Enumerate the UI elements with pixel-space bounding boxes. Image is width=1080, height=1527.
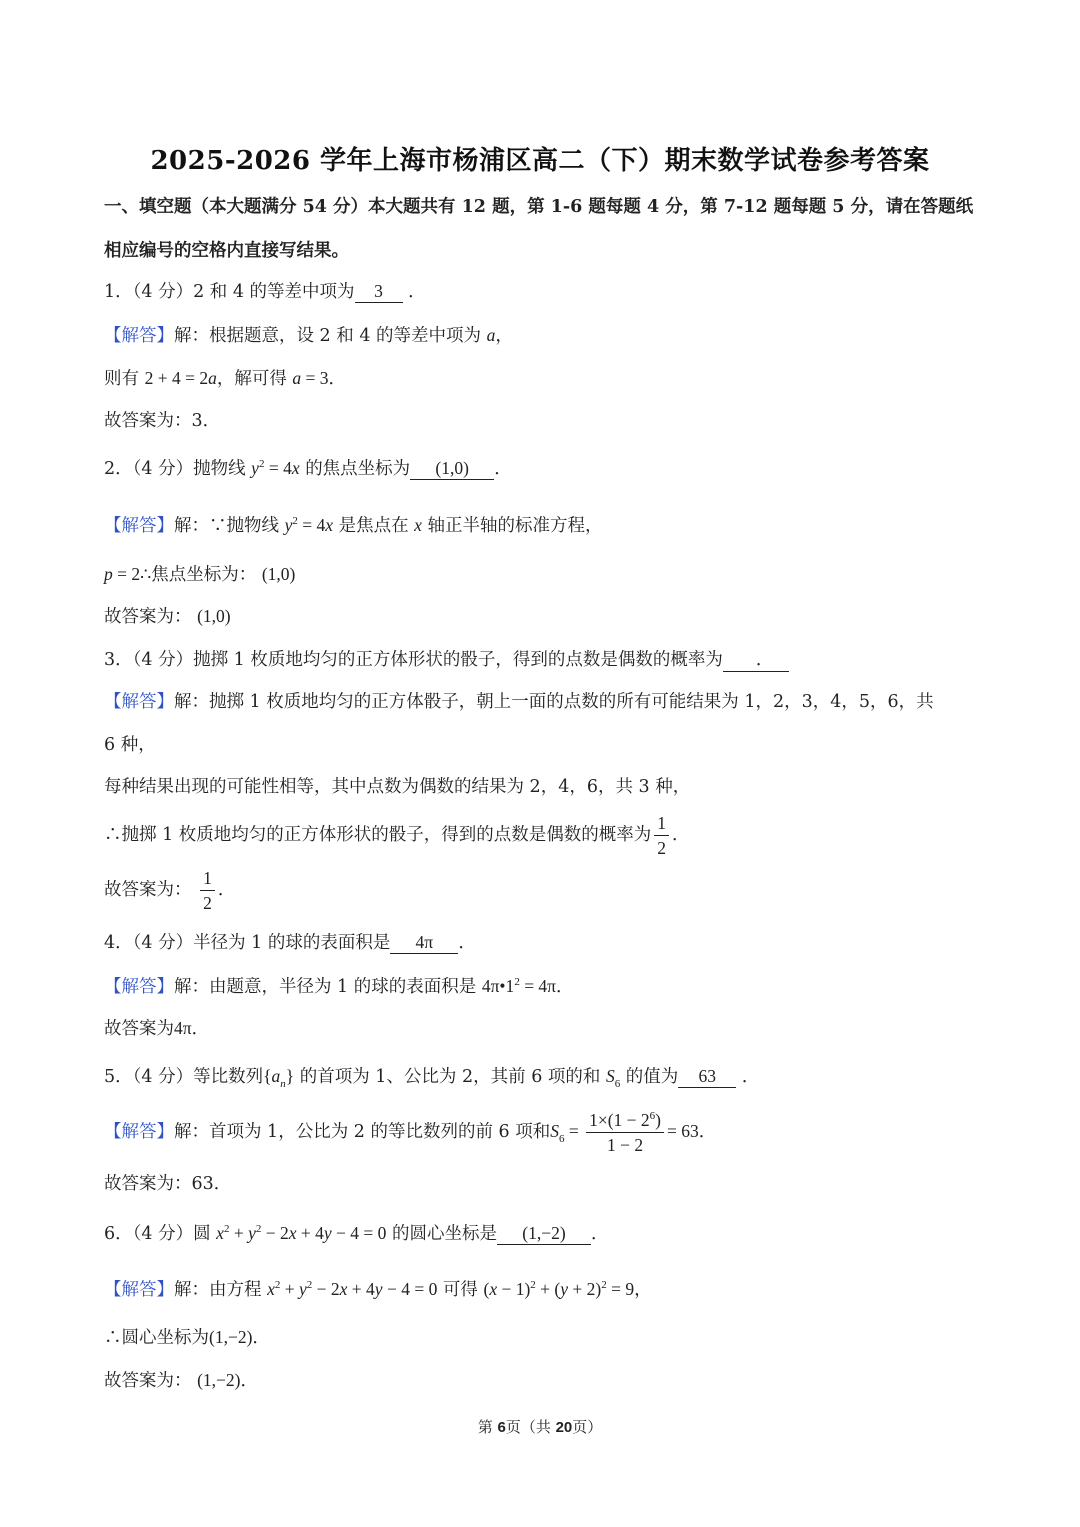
answer-blank: (1,−2) (497, 1222, 591, 1245)
question-2: 2．（4 分）抛物线 $y^2 = 4x$ 的焦点坐标为 (1,0) ． (104, 458, 512, 479)
solution-tag: 【解答】 (104, 326, 174, 346)
solution-3-line4: ∴抛掷 1 枚质地均匀的正方体形状的骰子，得到的点数是偶数的概率为 $\frac{1}{2}$ ． (104, 813, 690, 858)
final-answer-1: 故答案为：3． (104, 411, 221, 431)
final-answer-4: 故答案为4π． (104, 1018, 210, 1039)
answer-blank: (1,0) (410, 457, 494, 480)
question-4: 4．（4 分）半径为 1 的球的表面积是 4π ． (104, 932, 476, 953)
fraction: $\frac{1}{2}$ (200, 866, 215, 915)
solution-5-line1: 【解答】解：首项为 1，公比为 2 的等比数列的前 6 项和$S_6$ = $\frac{1\times(1 - 2^6)}{1 - 2}$ = 63． (104, 1110, 717, 1155)
page-title: 2025-2026 学年上海市杨浦区高二（下）期末数学试卷参考答案 (150, 146, 930, 176)
solution-4-line1: 【解答】解：由题意，半径为 1 的球的表面积是 $4\pi•1^2 = 4\pi$． (104, 976, 574, 997)
solution-1-line2: 则有 2 + 4 = 2a，解可得 a = 3． (104, 368, 347, 389)
final-answer-2: 故答案为： (1,0) (104, 606, 231, 627)
question-5: 5．（4 分）等比数列$\{a_n\}$ 的首项为 1、公比为 2，其前 6 项的和 $S_6$ 的值为 63 ． (104, 1066, 760, 1090)
solution-6-line1: 【解答】解：由方程 $x^2 + y^2 - 2x + 4y - 4 = 0$ 可得 $(x - 1)^2 + (y + 2)^2 = 9$， (104, 1279, 652, 1300)
solution-1-line1: 【解答】解：根据题意，设 2 和 4 的等差中项为 a， (104, 325, 513, 346)
answer-blank: 4π (390, 931, 458, 954)
fraction: $\frac{1\times(1 - 2^6)}{1 - 2}$ (586, 1108, 664, 1157)
final-answer-6: 故答案为： (1,−2)． (104, 1370, 258, 1391)
page-footer: 第 6页（共 20页） (477, 1418, 603, 1436)
fraction: $\frac{1}{2}$ (654, 811, 669, 860)
question-6: 6．（4 分）圆 $x^2 + y^2 - 2x + 4y - 4 = 0$ 的圆心坐标是 (1,−2) ． (104, 1223, 609, 1244)
section-header-line2: 相应编号的空格内直接写结果。 (104, 241, 349, 261)
section-header-line1: 一、填空题（本大题满分 54 分）本大题共有 12 题，第 1-6 题每题 4 分，第 7-12 题每题 5 分，请在答题纸 (104, 197, 974, 217)
solution-6-line2: ∴圆心坐标为(1,−2)． (104, 1327, 270, 1348)
question-1: 1．（4 分）2 和 4 的等差中项为 3 ． (104, 281, 426, 302)
answer-blank: ． (723, 649, 789, 672)
solution-3-line3: 每种结果出现的可能性相等，其中点数为偶数的结果为 2，4，6，共 3 种， (104, 777, 691, 797)
solution-2-line2: p = 2∴焦点坐标为： (1,0) (104, 564, 296, 585)
page-number: 6 (497, 1419, 506, 1436)
question-3: 3．（4 分）抛掷 1 枚质地均匀的正方体形状的骰子，得到的点数是偶数的概率为 ． (104, 647, 789, 673)
page-total: 20 (555, 1419, 573, 1436)
solution-2-line1: 【解答】解：∵抛物线 $y^2 = 4x$ 是焦点在 x 轴正半轴的标准方程， (104, 515, 603, 536)
answer-blank: 3 (355, 280, 403, 303)
answer-blank: 63 (678, 1065, 736, 1088)
final-answer-5: 故答案为：63． (104, 1174, 232, 1194)
solution-3-line1: 【解答】解：抛掷 1 枚质地均匀的正方体骰子，朝上一面的点数的所有可能结果为 1，2，3，4，5，6，共 (104, 692, 934, 712)
solution-3-line2: 6 种， (104, 735, 156, 755)
final-answer-3: 故答案为： $\frac{1}{2}$ ． (104, 868, 236, 913)
